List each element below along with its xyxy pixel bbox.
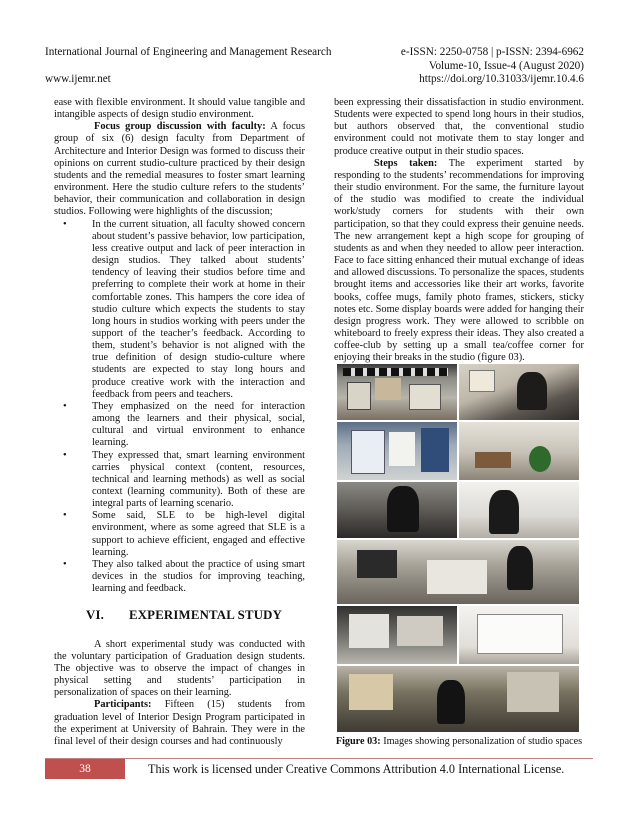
participants-body: Fifteen (15) students from graduation level of Interior Design Program participated in the experiment at University of Bahrain. They were in the final level of their design courses and had continuously (54, 699, 305, 747)
list-item: • They emphasized on the need for interaction among the learners and their physical, social, cultural and virtual environment to enhance learning. (63, 400, 305, 449)
photo-display-board (337, 422, 457, 480)
section-number: VI. (86, 608, 105, 623)
participants-heading: Participants: (94, 699, 152, 711)
volume-issue: Volume-10, Issue-4 (August 2020) (428, 60, 584, 72)
photo-whiteboard (459, 606, 579, 664)
photo-group-table (337, 540, 579, 604)
photo-student-working (337, 482, 457, 538)
figure-03-photo-collage (337, 364, 579, 732)
bullet-icon: • (63, 449, 67, 461)
list-item: • They also talked about the practice of using smart devices in the studios for improving teaching, learning and feedback. (63, 558, 305, 595)
bullet-icon: • (63, 558, 67, 570)
page-number: 38 (45, 759, 125, 779)
right-column (334, 97, 584, 364)
bullet-icon: • (63, 218, 67, 230)
paragraph: been expressing their dissatisfaction in studio environment. Students were expected to spend long hours in their studios, but authors observed that, the conventional studio environment could not motivate them to stay longer and produce creative output in their studio spaces. (334, 97, 584, 157)
steps-body: The experiment started by responding to the students’ recommendations for improving their studio environment. For the same, the furniture layout of the studio was modified to create the individual work/study corners for students with their own participation, so that they could express their genuine needs. The new arrangement kept a high scope for grouping of students as and when they needed to allow peer interaction. Face to face sitting enhanced their mutual exchange of ideas and allowed discussions. To personalize the spaces, students brought items and accessories like their art works, favorite books, coffee mugs, family photo frames, stickers, sticky notes etc. Some display boards were added for hanging their design progress work. They were allowed to scribble on whiteboard to freely express their ideas. They also created a coffee-club by setting up a small tea/coffee corner for enjoying their breaks in the studio (figure 03). (334, 157, 584, 364)
figure-caption (334, 736, 584, 747)
doi-link[interactable]: https://doi.org/10.31033/ijemr.10.4.6 (419, 73, 584, 85)
photo-wall-art (337, 364, 457, 420)
photo-sketch-boards (337, 606, 457, 664)
website-link[interactable]: www.ijemr.net (45, 73, 111, 85)
journal-title: International Journal of Engineering and Management Research (45, 46, 332, 58)
section-title: EXPERIMENTAL STUDY (129, 608, 283, 623)
discussion-list (54, 219, 305, 596)
focus-group-heading: Focus group discussion with faculty: (94, 121, 266, 133)
photo-student-portrait (459, 482, 579, 538)
paragraph-focus-group (54, 121, 305, 218)
list-item: • In the current situation, all faculty showed concern about student’s passive behavior, low participation, less creative output and lack of peer interaction in design studios. They talked about students’ tendency of leaving their studios before time and preferring to complete their work at home in their comfortable zones. This hampers the core idea of studio culture which expects the students to stay long hours in studios working with peers under the support of the teacher’s feedback. According to them, student’s behavior is not aligned with the true definition of design studio-culture where students are expected to stay long hours and produce creative work with the interaction and feedback from peers and teachers. (63, 218, 305, 400)
license-notice: This work is licensed under Creative Commons Attribution 4.0 International License. (148, 762, 565, 776)
left-column (54, 97, 305, 748)
list-item: • Some said, SLE to be high-level digital environment, where as some agreed that SLE is a support to achieve efficient, engaged and effective learning. (63, 510, 305, 558)
list-item: • They expressed that, smart learning environment carries physical context (content, resources, technical and learning methods) as well as social context (learning community). Both of these are integral parts of learning scenario. (63, 449, 305, 510)
page-footer (45, 758, 593, 779)
paragraph: ease with flexible environment. It should value tangible and intangible aspects of design studio environment. (54, 97, 305, 121)
steps-heading: Steps taken: (374, 157, 438, 169)
bullet-icon: • (63, 400, 67, 412)
photo-coffee-corner (337, 666, 579, 732)
bullet-icon: • (63, 510, 67, 522)
paragraph-participants (54, 699, 305, 748)
figure-caption-text: Images showing personalization of studio spaces (380, 736, 583, 747)
focus-group-body: A focus group of six (6) design faculty from Department of Architecture and Interior Design was formed to discuss their opinions on current studio-culture practiced by their design students and the remedial measures to foster smart learning environment. Here the studio culture refers to the students’ behavior, their communication and collaboration in design studios. Following were highlights of the discussion; (54, 121, 305, 218)
figure-label: Figure 03: (335, 736, 381, 747)
section-heading (54, 609, 305, 621)
photo-student-corner (459, 364, 579, 420)
issn: e-ISSN: 2250-0758 | p-ISSN: 2394-6962 (400, 46, 584, 58)
paragraph-steps (334, 158, 584, 365)
photo-desk-items (459, 422, 579, 480)
paragraph: A short experimental study was conducted with the voluntary participation of Graduation design students. The objective was to observe the impact of changes in physical setting and students’ participation in personalization of spaces on their learning. (54, 638, 305, 699)
